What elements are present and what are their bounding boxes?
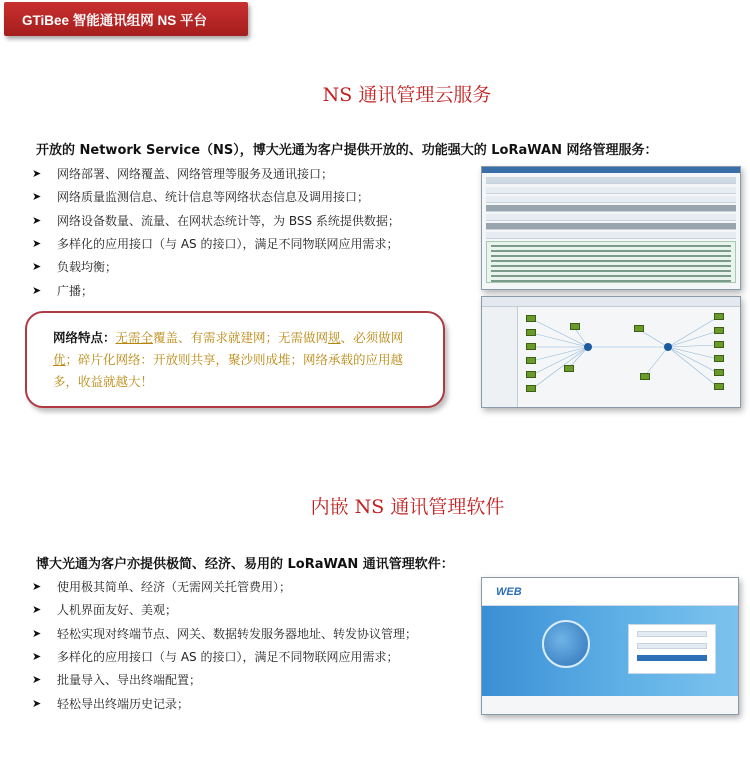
table-row (486, 214, 736, 221)
section-title-ns-cloud: NS 通讯管理云服务 (322, 84, 492, 106)
network-features-box (25, 311, 445, 408)
arrow-bullet-icon: ➤ (32, 580, 42, 594)
section-title-embedded-ns: 内嵌 NS 通讯管理软件 (310, 496, 505, 518)
list-item: ➤ 网络设备数量、流量、在网状态统计等，为 BSS 系统提供数据； (32, 213, 400, 228)
list-item: ➤ 负载均衡； (32, 260, 118, 275)
list-item: ➤ 使用极其简单、经济（无需网关托管费用）； (32, 580, 292, 595)
table-header (486, 177, 736, 184)
list-item: ➤ 多样化的应用接口（与 AS 的接口），满足不同物联网应用需求； (32, 237, 399, 252)
table-row (486, 196, 736, 203)
device-tree-panel (482, 307, 518, 407)
terminal-node (714, 369, 724, 376)
web-header (482, 578, 738, 606)
globe-icon (542, 620, 590, 668)
feature-text: 覆盖、有需求就建网；无需做网 (153, 330, 329, 345)
table-row (486, 223, 736, 230)
list-item: ➤ 多样化的应用接口（与 AS 的接口），满足不同物联网应用需求； (32, 650, 399, 665)
web-login-screenshot (481, 577, 739, 715)
gateway-node (584, 343, 592, 351)
table-row (486, 187, 736, 194)
web-hero (482, 606, 738, 696)
feature-text: 优 (53, 352, 66, 367)
arrow-bullet-icon: ➤ (32, 213, 42, 227)
feature-text: 无需全 (115, 330, 154, 345)
arrow-bullet-icon: ➤ (32, 696, 42, 710)
terminal-node (526, 385, 536, 392)
password-field (637, 643, 707, 649)
terminal-node (564, 365, 574, 372)
feature-list-ns-cloud (32, 162, 400, 302)
arrow-bullet-icon: ➤ (32, 237, 42, 251)
feature-text: 、必须做网 (340, 330, 404, 345)
list-item: ➤ 网络质量监测信息、统计信息等网络状态信息及调用接口； (32, 190, 370, 205)
arrow-bullet-icon: ➤ (32, 167, 42, 181)
login-button (637, 655, 707, 661)
feature-list-embedded-ns (32, 575, 417, 715)
list-item: ➤ 广播； (32, 283, 94, 298)
terminal-node (714, 383, 724, 390)
list-item: ➤ 轻松实现对终端节点、网关、数据转发服务器地址、转发协议管理； (32, 626, 418, 641)
terminal-node (634, 325, 644, 332)
terminal-node (714, 341, 724, 348)
web-logo: WEB (496, 585, 522, 598)
log-panel (486, 241, 736, 283)
terminal-node (526, 371, 536, 378)
section-intro-embedded-ns: 博大光通为客户亦提供极简、经济、易用的 LoRaWAN 通讯管理软件： (36, 557, 454, 572)
username-field (637, 631, 707, 637)
login-form (628, 624, 716, 674)
feature-text: 规 (328, 330, 341, 345)
arrow-bullet-icon: ➤ (32, 626, 42, 640)
list-item: ➤ 网络部署、网络覆盖、网络管理等服务及通讯接口； (32, 167, 334, 182)
banner-title: GTiBee 智能通讯组网 NS 平台 (22, 13, 208, 28)
terminal-node (526, 357, 536, 364)
web-footer (482, 696, 738, 714)
table-row (486, 232, 736, 239)
network-topology-screenshot (481, 296, 741, 408)
page-banner (4, 2, 248, 36)
terminal-node (570, 323, 580, 330)
list-item: ➤ 批量导入、导出终端配置； (32, 673, 202, 688)
feature-text: ；碎片化网络：开放则共享，聚沙则成堆；网络承载的应用越多，收益就越大！ (53, 352, 404, 389)
feature-label: 网络特点： (53, 330, 116, 345)
toolbar (482, 297, 740, 307)
terminal-node (526, 343, 536, 350)
terminal-node (526, 329, 536, 336)
terminal-node (714, 313, 724, 320)
arrow-bullet-icon: ➤ (32, 673, 42, 687)
terminal-node (640, 373, 650, 380)
arrow-bullet-icon: ➤ (32, 190, 42, 204)
list-item: ➤ 人机界面友好、美观； (32, 603, 178, 618)
ns-management-screenshot (481, 166, 741, 290)
arrow-bullet-icon: ➤ (32, 283, 42, 297)
arrow-bullet-icon: ➤ (32, 260, 42, 274)
terminal-node (526, 315, 536, 322)
gateway-node (664, 343, 672, 351)
terminal-node (714, 327, 724, 334)
window-titlebar (482, 167, 740, 173)
section-intro-ns-cloud: 开放的 Network Service（NS），博大光通为客户提供开放的、功能强大的 LoRaWAN 网络管理服务： (36, 143, 658, 158)
topology-diagram (518, 307, 741, 408)
arrow-bullet-icon: ➤ (32, 650, 42, 664)
list-item: ➤ 轻松导出终端历史记录； (32, 696, 190, 711)
table-row (486, 205, 736, 212)
terminal-node (714, 355, 724, 362)
arrow-bullet-icon: ➤ (32, 603, 42, 617)
